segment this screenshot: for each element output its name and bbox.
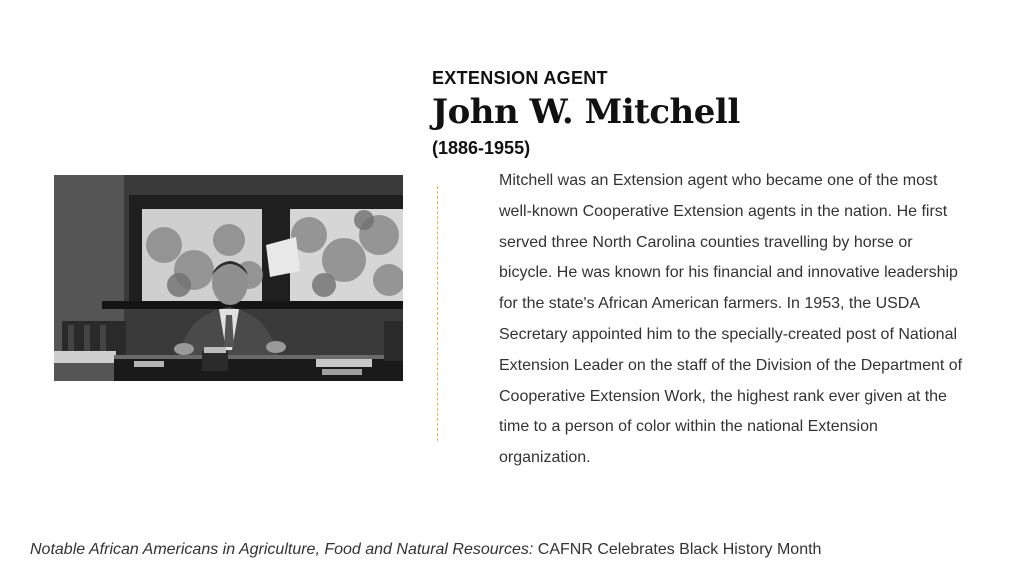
role-label: EXTENSION AGENT	[432, 68, 608, 88]
person-name: John W. Mitchell	[432, 92, 740, 132]
footer-series-title: Notable African Americans in Agriculture, Food and Natural Resources:	[30, 541, 534, 558]
biography-text: Mitchell was an Extension agent who became one of the most well-known Cooperative Extension agents in the nation. He first served three North Carolina counties travelling by horse or bicycle. He was known for his financial and innovative leadership for the state's African American farmers. In 1953, the USDA Secretary appointed him to the specially-created post of National Extension Leader on the staff of the Division of the Department of Cooperative Extension Work, the highest rank ever given at the time to a person of color within the national Extension organization.	[499, 172, 963, 467]
life-years: (1886-1955)	[432, 138, 531, 158]
portrait-photo	[54, 175, 403, 381]
dotted-divider	[437, 186, 438, 441]
footer-organization: CAFNR Celebrates Black History Month	[537, 541, 822, 558]
portrait-illustration	[54, 175, 403, 381]
footer-caption	[30, 541, 821, 559]
